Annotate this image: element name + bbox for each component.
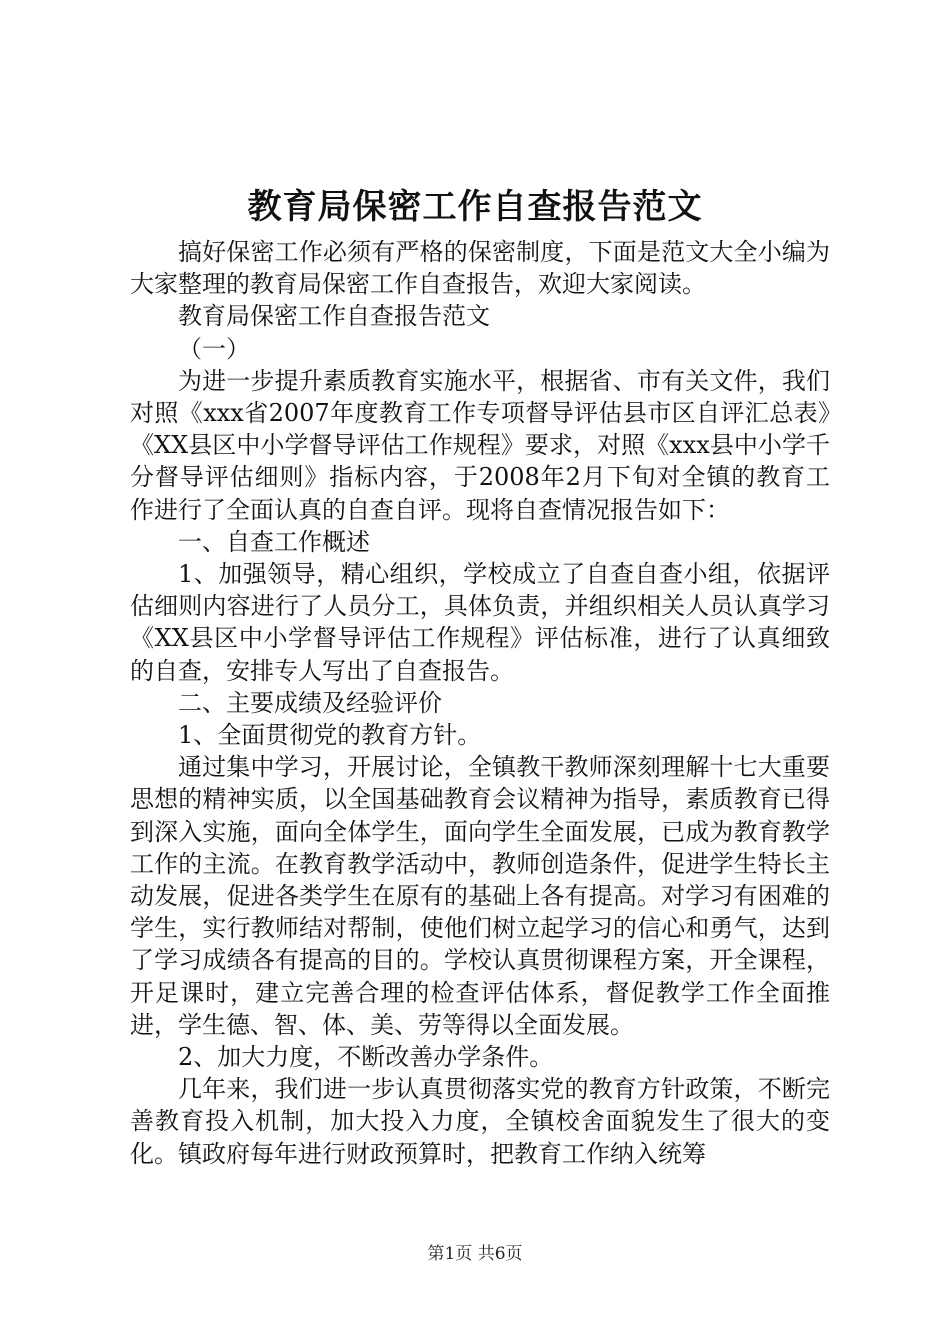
subsection-heading: 2、加大力度，不断改善办学条件。 bbox=[178, 1043, 554, 1072]
section-number: （一） bbox=[178, 334, 250, 363]
body-paragraph: 1、加强领导，精心组织，学校成立了自查自查小组，依据评估细则内容进行了人员分工，具体负责，并组织相关人员认真学习《XX县区中小学督导评估工作规程》评估标准，进行了认真细致的自查，安排专人写出了自查报告。 bbox=[130, 560, 830, 685]
page-number-footer: 第1页 共6页 bbox=[427, 1244, 523, 1264]
intro-paragraph: 搞好保密工作必须有严格的保密制度，下面是范文大全小编为大家整理的教育局保密工作自查报告，欢迎大家阅读。 bbox=[130, 238, 830, 299]
document-body bbox=[130, 236, 830, 1170]
subsection-heading: 1、全面贯彻党的教育方针。 bbox=[178, 721, 482, 750]
body-paragraph: 为进一步提升素质教育实施水平，根据省、市有关文件，我们对照《xxx省2007年度教育工作专项督导评估县市区自评汇总表》《XX县区中小学督导评估工作规程》要求，对照《xxx县中小学千分督导评估细则》指标内容，于2008年2月下旬对全镇的教育工作进行了全面认真的自查自评。现将自查情况报告如下： bbox=[130, 366, 830, 524]
document-title: 教育局保密工作自查报告范文 bbox=[247, 187, 703, 227]
body-paragraph: 通过集中学习，开展讨论，全镇教干教师深刻理解十七大重要思想的精神实质，以全国基础教育会议精神为指导，素质教育已得到深入实施，面向全体学生，面向学生全面发展，已成为教育教学工作的主流。在教育教学活动中，教师创造条件，促进学生特长主动发展，促进各类学生在原有的基础上各有提高。对学习有困难的学生，实行教师结对帮制，使他们树立起学习的信心和勇气，达到了学习成绩各有提高的目的。学校认真贯彻课程方案，开全课程，开足课时，建立完善合理的检查评估体系，督促教学工作全面推进，学生德、智、体、美、劳等得以全面发展。 bbox=[130, 753, 830, 1039]
body-paragraph: 几年来，我们进一步认真贯彻落实党的教育方针政策，不断完善教育投入机制，加大投入力度，全镇校舍面貌发生了很大的变化。镇政府每年进行财政预算时，把教育工作纳入统筹 bbox=[130, 1075, 830, 1168]
section-heading: 一、自查工作概述 bbox=[178, 527, 370, 556]
subtitle-paragraph: 教育局保密工作自查报告范文 bbox=[178, 302, 490, 331]
section-heading: 二、主要成绩及经验评价 bbox=[178, 688, 442, 717]
